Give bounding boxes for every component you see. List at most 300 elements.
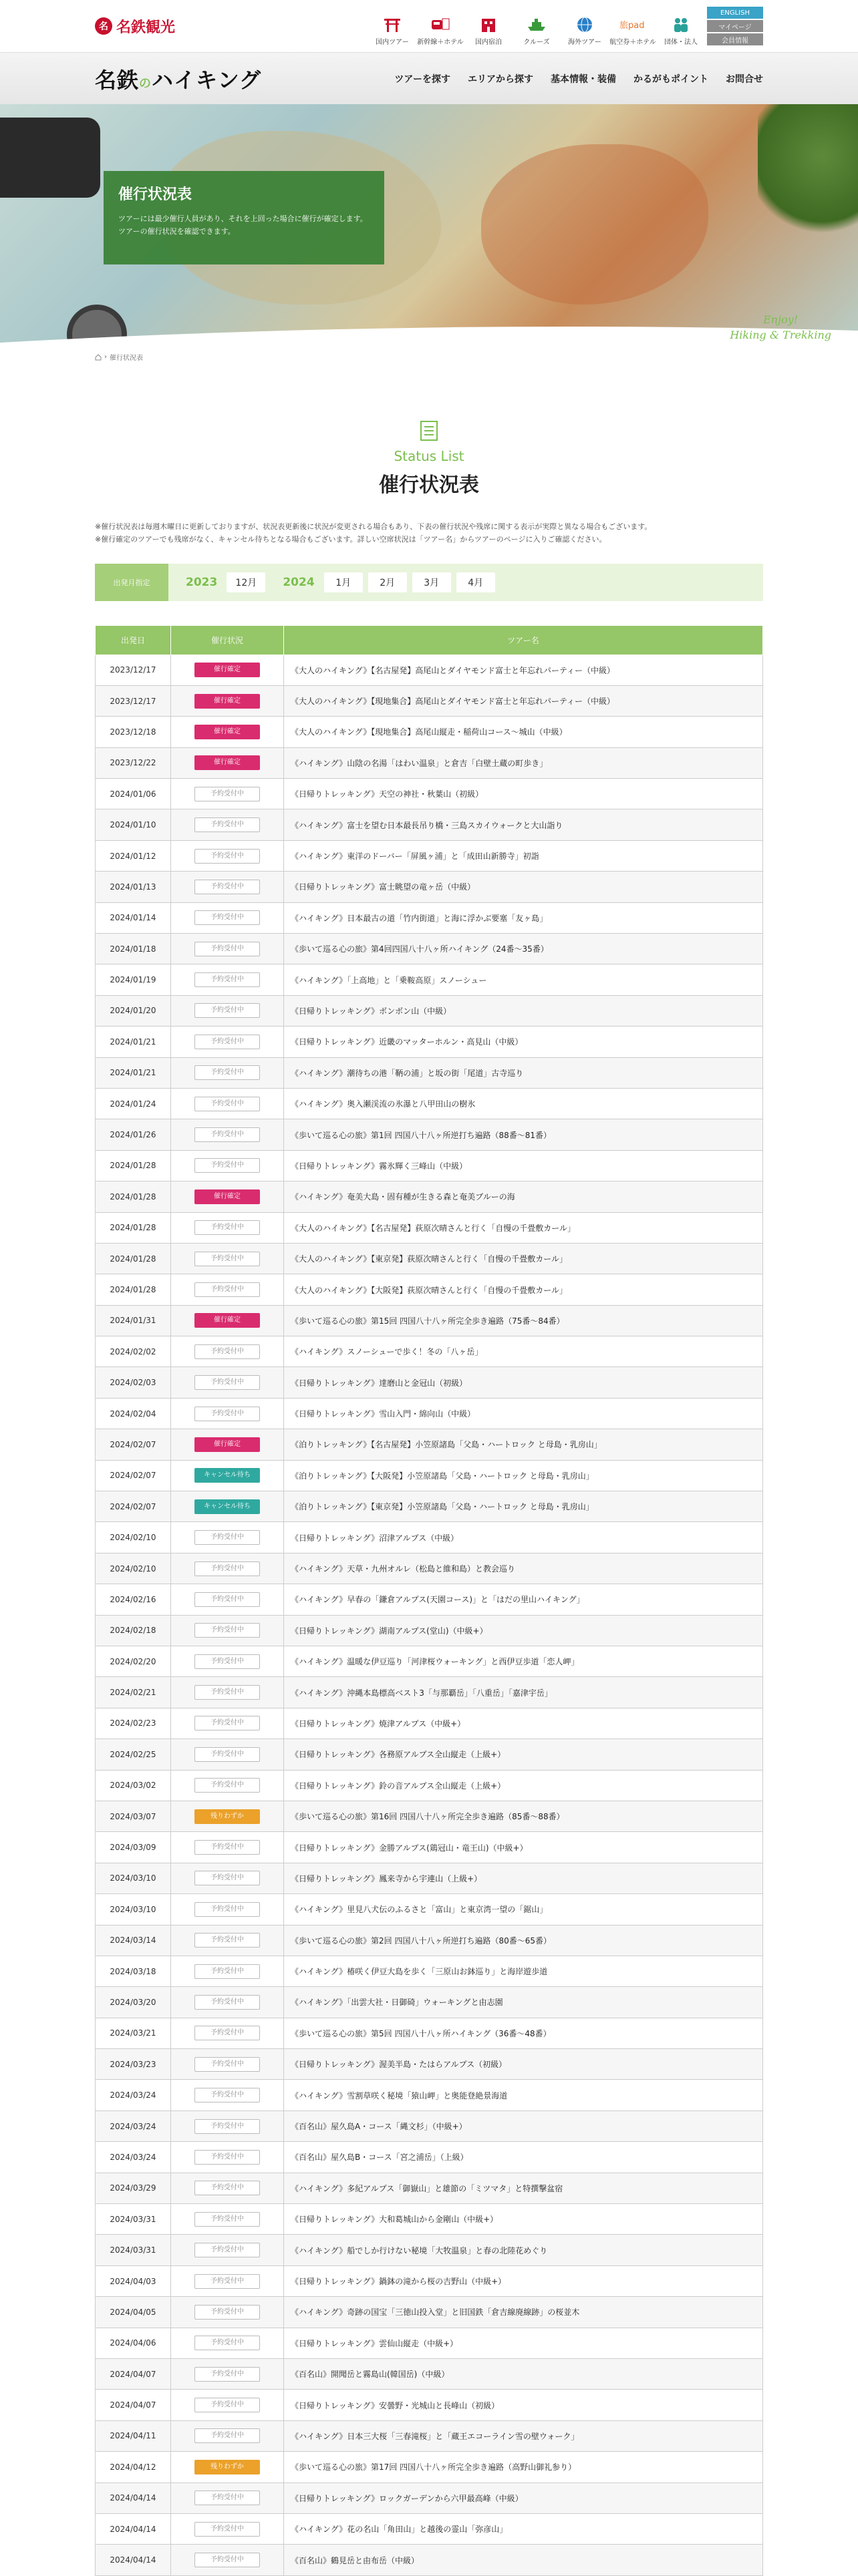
tour-name-link[interactable]: 《日帰りトレッキング》鍋鉢の滝から桜の吉野山（中級+） xyxy=(284,2265,763,2296)
status-badge: 予約受付中 xyxy=(194,2428,260,2443)
tour-name-link[interactable]: 《日帰りトレッキング》鳳来寺から宇連山（上級+） xyxy=(284,1863,763,1893)
tour-name-link[interactable]: 《ハイキング》東洋のドーバー「屏風ヶ浦」と「成田山新勝寺」初詣 xyxy=(284,840,763,871)
tour-name-link[interactable]: 《歩いて巡る心の旅》第1回 四国八十八ヶ所逆打ち遍路（88番〜81番） xyxy=(284,1119,763,1150)
tour-name-link[interactable]: 《歩いて巡る心の旅》第16回 四国八十八ヶ所完全歩き遍路（85番〜88番） xyxy=(284,1801,763,1831)
status-badge: 予約受付中 xyxy=(194,1530,260,1545)
tour-name-link[interactable]: 《百名山》屋久島B・コース「宮之浦岳」（上級） xyxy=(284,2142,763,2173)
status-badge: 予約受付中 xyxy=(194,2274,260,2289)
status-badge: 予約受付中 xyxy=(194,1623,260,1638)
tour-name-link[interactable]: 《日帰りトレッキング》湖南アルプス(堂山)（中級+） xyxy=(284,1615,763,1646)
tour-name-link[interactable]: 《日帰りトレッキング》安曇野・光城山と長峰山（初級） xyxy=(284,2390,763,2420)
status-cell xyxy=(171,1057,284,1088)
table-row xyxy=(96,1739,763,1770)
tour-name-link[interactable]: 《ハイキング》「出雲大社・日御碕」ウォーキングと由志園 xyxy=(284,1987,763,2018)
category-globe[interactable] xyxy=(565,16,604,46)
table-row xyxy=(96,1429,763,1460)
global-nav xyxy=(394,72,763,85)
departure-date: 2024/03/09 xyxy=(96,1832,171,1863)
status-badge: 予約受付中 xyxy=(194,1840,260,1855)
departure-date: 2024/01/24 xyxy=(96,1088,171,1119)
status-badge: キャンセル待ち xyxy=(194,1499,260,1514)
ship-icon xyxy=(527,16,547,33)
status-cell xyxy=(171,1770,284,1801)
status-cell xyxy=(171,2545,284,2575)
table-row xyxy=(96,2513,763,2544)
note-1: ※催行状況表は毎週木曜日に更新しておりますが、状況表更新後に状況が変更される場合もあり、下表の催行状況や残席に関する表示が実際と異なる場合もございます。 xyxy=(95,522,652,531)
departure-date: 2024/03/10 xyxy=(96,1894,171,1925)
tour-name-link[interactable]: 《ハイキング》スノーシューで歩く！冬の「八ヶ岳」 xyxy=(284,1336,763,1367)
table-row xyxy=(96,809,763,840)
departure-date: 2024/04/14 xyxy=(96,2545,171,2575)
tour-name-link[interactable]: 《泊りトレッキング》【東京発】小笠原諸島「父島・ハートロック と母島・乳房山」 xyxy=(284,1491,763,1522)
status-badge: 予約受付中 xyxy=(194,2305,260,2320)
departure-date: 2024/01/28 xyxy=(96,1181,171,1212)
tour-name-link[interactable]: 《大人のハイキング》【名古屋発】高尾山とダイヤモンド富士と年忘れパーティー（中級） xyxy=(284,655,763,685)
gnav-basics[interactable]: 基本情報・装備 xyxy=(551,74,616,85)
tour-name-link[interactable]: 《泊りトレッキング》【名古屋発】小笠原諸島「父島・ハートロック と母島・乳房山」 xyxy=(284,1429,763,1460)
status-cell xyxy=(171,1491,284,1522)
table-row xyxy=(96,1243,763,1274)
departure-date: 2024/02/10 xyxy=(96,1553,171,1584)
departure-date: 2023/12/22 xyxy=(96,747,171,778)
table-row xyxy=(96,1398,763,1429)
year-2024: 2024 xyxy=(283,575,315,589)
departure-date: 2024/03/20 xyxy=(96,1987,171,2018)
table-row xyxy=(96,1460,763,1491)
departure-date: 2024/03/21 xyxy=(96,2018,171,2048)
departure-date: 2024/01/28 xyxy=(96,1274,171,1305)
table-row xyxy=(96,1832,763,1863)
status-badge: 予約受付中 xyxy=(194,1716,260,1730)
tour-name-link[interactable]: 《日帰りトレッキング》各務原アルプス全山縦走（上級+） xyxy=(284,1739,763,1770)
departure-date: 2024/01/10 xyxy=(96,809,171,840)
table-row xyxy=(96,2328,763,2358)
plant-image xyxy=(758,104,858,244)
status-cell xyxy=(171,1646,284,1677)
tour-name-link[interactable]: 《日帰りトレッキング》鈴の音アルプス全山縦走（上級+） xyxy=(284,1770,763,1801)
tour-name-link[interactable]: 《日帰りトレッキング》近畿のマッターホルン・高見山（中級） xyxy=(284,1027,763,1057)
category-ship[interactable] xyxy=(517,16,556,46)
status-badge: 予約受付中 xyxy=(194,1747,260,1762)
tour-name-link[interactable]: 《日帰りトレッキング》大和葛城山から金剛山（中級+） xyxy=(284,2204,763,2235)
enjoy-line1: Enjoy! xyxy=(763,313,799,327)
departure-date: 2024/03/10 xyxy=(96,1863,171,1893)
status-badge: 催行確定 xyxy=(194,663,260,677)
group-icon xyxy=(671,16,691,33)
table-row xyxy=(96,1584,763,1615)
category-hotel[interactable] xyxy=(469,16,508,46)
status-cell xyxy=(171,840,284,871)
status-badge: 予約受付中 xyxy=(194,1375,260,1390)
shinkansen-icon xyxy=(430,16,450,33)
heading-en: Status List xyxy=(394,448,464,464)
hotel-icon xyxy=(478,16,498,33)
status-badge: 予約受付中 xyxy=(194,1933,260,1948)
departure-date: 2023/12/17 xyxy=(96,685,171,716)
tour-name-link[interactable]: 《日帰りトレッキング》雪山入門・綿向山（中級） xyxy=(284,1398,763,1429)
table-row xyxy=(96,2110,763,2141)
departure-date: 2024/02/02 xyxy=(96,1336,171,1367)
status-cell xyxy=(171,809,284,840)
tour-name-link[interactable]: 《百名山》鶴見岳と由布岳（中級） xyxy=(284,2545,763,2575)
status-badge: 予約受付中 xyxy=(194,2057,260,2072)
departure-date: 2024/03/23 xyxy=(96,2049,171,2080)
tour-name-link[interactable]: 《ハイキング》「上高地」と「乗鞍高原」スノーシュー xyxy=(284,964,763,995)
table-row xyxy=(96,934,763,964)
camera-image xyxy=(0,118,100,198)
status-badge: 予約受付中 xyxy=(194,972,260,987)
table-row xyxy=(96,1863,763,1893)
departure-date: 2024/01/31 xyxy=(96,1305,171,1336)
status-badge: 予約受付中 xyxy=(194,1252,260,1266)
departure-date: 2024/04/14 xyxy=(96,2513,171,2544)
category-label: クルーズ xyxy=(523,39,550,46)
tour-name-link[interactable]: 《ハイキング》花の名山「角田山」と越後の霊山「弥彦山」 xyxy=(284,2513,763,2544)
status-cell xyxy=(171,1863,284,1893)
gnav-points[interactable]: かるがもポイント xyxy=(633,74,708,85)
departure-date: 2024/04/07 xyxy=(96,2390,171,2420)
site-logo[interactable] xyxy=(95,63,261,94)
departure-date: 2024/02/10 xyxy=(96,1522,171,1553)
hero-text: ツアーには最少催行人員があり、それを上回った場合に催行が確定します。ツアーの催行状況を確認できます。 xyxy=(118,214,368,236)
departure-date: 2024/02/16 xyxy=(96,1584,171,1615)
status-badge: 予約受付中 xyxy=(194,1592,260,1607)
status-cell xyxy=(171,1553,284,1584)
meitetsu-logo[interactable] xyxy=(95,16,175,37)
departure-date: 2023/12/17 xyxy=(96,655,171,685)
month-button-2024-01[interactable]: 1月 xyxy=(324,572,363,592)
hero-title: 催行状況表 xyxy=(118,186,192,203)
tour-name-link[interactable]: 《日帰りトレッキング》富士眺望の竜ヶ岳（中級） xyxy=(284,872,763,902)
table-row xyxy=(96,1770,763,1801)
status-cell xyxy=(171,2142,284,2173)
tour-name-link[interactable]: 《日帰りトレッキング》天空の神社・秋葉山（初級） xyxy=(284,779,763,809)
brand-name: 名鉄観光 xyxy=(116,19,176,36)
status-badge: 予約受付中 xyxy=(194,1065,260,1080)
tour-name-link[interactable]: 《歩いて巡る心の旅》第2回 四国八十八ヶ所逆打ち遍路（80番〜65番） xyxy=(284,1925,763,1956)
departure-date: 2024/01/18 xyxy=(96,934,171,964)
table-row xyxy=(96,1677,763,1708)
status-cell xyxy=(171,1894,284,1925)
table-row xyxy=(96,1181,763,1212)
tour-name-link[interactable]: 《ハイキング》奥入瀬渓流の氷瀑と八甲田山の樹氷 xyxy=(284,1088,763,1119)
status-badge: 催行確定 xyxy=(194,755,260,770)
status-badge: 予約受付中 xyxy=(194,849,260,864)
departure-date: 2024/04/05 xyxy=(96,2297,171,2328)
departure-date: 2024/01/20 xyxy=(96,995,171,1026)
category-label: 航空券＋ホテル xyxy=(609,39,656,46)
table-row xyxy=(96,1894,763,1925)
month-button-2024-02[interactable]: 2月 xyxy=(368,572,407,592)
status-cell xyxy=(171,872,284,902)
status-cell xyxy=(171,1925,284,1956)
status-cell xyxy=(171,1398,284,1429)
page-heading xyxy=(95,367,763,498)
departure-date: 2024/04/12 xyxy=(96,2452,171,2482)
status-cell xyxy=(171,1677,284,1708)
table-row xyxy=(96,2297,763,2328)
departure-date: 2024/02/21 xyxy=(96,1677,171,1708)
table-row xyxy=(96,685,763,716)
departure-date: 2024/04/06 xyxy=(96,2328,171,2358)
status-cell xyxy=(171,964,284,995)
status-badge: 予約受付中 xyxy=(194,2398,260,2412)
th-date: 出発日 xyxy=(96,625,171,655)
tour-name-link[interactable]: 《ハイキング》温暖な伊豆巡り「河津桜ウォーキング」と西伊豆歩道「恋人岬」 xyxy=(284,1646,763,1677)
tour-name-link[interactable]: 《日帰りトレッキング》ロックガーデンから六甲最高峰（中級） xyxy=(284,2482,763,2513)
category-tabipad[interactable] xyxy=(609,16,656,46)
meitetsu-mark: 名 xyxy=(95,17,112,35)
category-shinkansen[interactable] xyxy=(417,16,464,46)
tour-name-link[interactable]: 《ハイキング》富士を望む日本最長吊り橋・三島スカイウォークと大山詣り xyxy=(284,809,763,840)
status-badge: 予約受付中 xyxy=(194,2522,260,2537)
tour-name-link[interactable]: 《ハイキング》里見八犬伝のふるさと「富山」と東京湾一望の「鋸山」 xyxy=(284,1894,763,1925)
tour-name-link[interactable]: 《日帰りトレッキング》渥美半島・たはらアルプス（初級） xyxy=(284,2049,763,2080)
tour-name-link[interactable]: 《歩いて巡る心の旅》第5回 四国八十八ヶ所ハイキング（36番〜48番） xyxy=(284,2018,763,2048)
category-label: 新幹線＋ホテル xyxy=(417,39,464,46)
tour-name-link[interactable]: 《日帰りトレッキング》焼津アルプス（中級+） xyxy=(284,1708,763,1738)
month-button-2023-12[interactable]: 12月 xyxy=(227,572,265,592)
status-badge: 予約受付中 xyxy=(194,2181,260,2195)
status-cell xyxy=(171,2080,284,2110)
gnav-area[interactable]: エリアから探す xyxy=(468,74,533,85)
status-cell xyxy=(171,2482,284,2513)
departure-date: 2024/03/18 xyxy=(96,1956,171,1986)
departure-date: 2024/03/31 xyxy=(96,2235,171,2265)
table-row xyxy=(96,1925,763,1956)
enjoy-line2: Hiking & Trekking xyxy=(730,328,831,341)
tour-name-link[interactable]: 《歩いて巡る心の旅》第4回四国八十八ヶ所ハイキング（24番〜35番） xyxy=(284,934,763,964)
svg-text:旅pad: 旅pad xyxy=(619,21,645,31)
status-badge: キャンセル待ち xyxy=(194,1468,260,1483)
status-cell xyxy=(171,1243,284,1274)
gnav-contact[interactable]: お問合せ xyxy=(726,74,763,85)
site-logo-b: ハイキング xyxy=(152,67,262,93)
status-cell xyxy=(171,1212,284,1243)
table-row xyxy=(96,2420,763,2451)
table-row xyxy=(96,747,763,778)
tour-name-link[interactable]: 《ハイキング》日本三大桜「三春滝桜」と「蔵王エコーライン雪の壁ウォーク」 xyxy=(284,2420,763,2451)
month-filter xyxy=(95,564,763,601)
hero-textbox xyxy=(104,171,384,264)
tour-name-link[interactable]: 《ハイキング》天草・九州オルレ（松島と維和島）と教会巡り xyxy=(284,1553,763,1584)
tour-name-link[interactable]: 《ハイキング》船でしか行けない秘境「大牧温泉」と春の北陸花めぐり xyxy=(284,2235,763,2265)
hero-map-shape xyxy=(481,144,708,305)
tour-name-link[interactable]: 《大人のハイキング》【現地集合】高尾山とダイヤモンド富士と年忘れパーティー（中級） xyxy=(284,685,763,716)
status-cell xyxy=(171,1460,284,1491)
status-cell xyxy=(171,2420,284,2451)
table-row xyxy=(96,2173,763,2203)
status-cell xyxy=(171,2390,284,2420)
tour-name-link[interactable]: 《日帰りトレッキング》霧氷輝く三峰山（中級） xyxy=(284,1150,763,1181)
status-badge: 予約受付中 xyxy=(194,2026,260,2040)
chevron-right-icon: › xyxy=(104,353,107,361)
torii-icon xyxy=(382,16,402,33)
departure-date: 2024/03/07 xyxy=(96,1801,171,1831)
tour-name-link[interactable]: 《大人のハイキング》【名古屋発】荻原次晴さんと行く「自慢の千畳敷カール」 xyxy=(284,1212,763,1243)
table-row xyxy=(96,2204,763,2235)
account-button[interactable]: 会員情報 xyxy=(707,33,763,45)
category-nav xyxy=(373,6,700,46)
status-badge: 予約受付中 xyxy=(194,2150,260,2165)
status-cell xyxy=(171,2513,284,2544)
tour-name-link[interactable]: 《ハイキング》沖縄本島標高ベスト3「与那覇岳」「八重岳」「嘉津宇岳」 xyxy=(284,1677,763,1708)
tour-name-link[interactable]: 《ハイキング》多紀アルプス「御嶽山」と雄節の「ミツマタ」と特撰撃盆宿 xyxy=(284,2173,763,2203)
tour-name-link[interactable]: 《大人のハイキング》【東京発】荻原次晴さんと行く「自慢の千畳敷カール」 xyxy=(284,1243,763,1274)
category-label: 国内宿泊 xyxy=(475,39,502,46)
table-row xyxy=(96,840,763,871)
departure-date: 2024/03/24 xyxy=(96,2142,171,2173)
table-row xyxy=(96,1801,763,1831)
tour-name-link[interactable]: 《日帰りトレッキング》雲仙山縦走（中級+） xyxy=(284,2328,763,2358)
departure-date: 2024/03/31 xyxy=(96,2204,171,2235)
table-row xyxy=(96,1522,763,1553)
enjoy-hiking-mark xyxy=(730,313,831,343)
status-cell xyxy=(171,655,284,685)
hero-banner xyxy=(0,104,858,349)
table-row xyxy=(96,2049,763,2080)
tour-name-link[interactable]: 《日帰りトレッキング》達磨山と金冠山（初級） xyxy=(284,1367,763,1398)
status-cell xyxy=(171,2235,284,2265)
category-group[interactable] xyxy=(662,16,700,46)
tour-name-link[interactable]: 《ハイキング》椿咲く伊豆大島を歩く「三原山お鉢巡り」と海岸遊歩道 xyxy=(284,1956,763,1986)
departure-date: 2024/01/12 xyxy=(96,840,171,871)
table-row xyxy=(96,964,763,995)
tour-name-link[interactable]: 《泊りトレッキング》【大阪発】小笠原諸島「父島・ハートロック と母島・乳房山」 xyxy=(284,1460,763,1491)
category-label: 海外ツアー xyxy=(568,39,601,46)
status-cell xyxy=(171,717,284,747)
tour-name-link[interactable]: 《ハイキング》奄美大島・固有種が生きる森と奄美ブルーの海 xyxy=(284,1181,763,1212)
departure-date: 2024/02/07 xyxy=(96,1429,171,1460)
tour-name-link[interactable]: 《ハイキング》雪割草咲く秘境「猿山岬」と奥能登絶景海道 xyxy=(284,2080,763,2110)
status-cell xyxy=(171,902,284,933)
category-label: 団体・法人 xyxy=(664,39,698,46)
table-row xyxy=(96,1956,763,1986)
status-badge: 予約受付中 xyxy=(194,1964,260,1979)
tour-name-link[interactable]: 《大人のハイキング》【大阪発】荻原次晴さんと行く「自慢の千畳敷カール」 xyxy=(284,1274,763,1305)
tour-name-link[interactable]: 《歩いて巡る心の旅》第17回 四国八十八ヶ所完全歩き遍路（高野山御礼参り） xyxy=(284,2452,763,2482)
status-badge: 予約受付中 xyxy=(194,787,260,801)
tabipad-icon xyxy=(619,16,646,33)
english-button[interactable]: ENGLISH xyxy=(707,7,763,19)
status-badge: 予約受付中 xyxy=(194,1871,260,1885)
gnav-search-tours[interactable]: ツアーを探す xyxy=(394,74,450,85)
departure-date: 2024/01/19 xyxy=(96,964,171,995)
tour-name-link[interactable]: 《ハイキング》早春の「鎌倉アルプス(天園コース)」と「はだの里山ハイキング」 xyxy=(284,1584,763,1615)
status-cell xyxy=(171,2049,284,2080)
month-button-2024-04[interactable]: 4月 xyxy=(456,572,495,592)
status-cell xyxy=(171,1615,284,1646)
departure-date: 2024/01/14 xyxy=(96,902,171,933)
status-cell xyxy=(171,2110,284,2141)
category-label: 国内ツアー xyxy=(376,39,409,46)
year-2023: 2023 xyxy=(186,575,218,589)
table-row xyxy=(96,779,763,809)
tour-name-link[interactable]: 《百名山》開聞岳と霧島山(韓国岳)（中級） xyxy=(284,2358,763,2389)
tour-name-link[interactable]: 《日帰りトレッキング》沼津アルプス（中級） xyxy=(284,1522,763,1553)
departure-date: 2024/02/23 xyxy=(96,1708,171,1738)
note-2: ※催行確定のツアーでも残席がなく、キャンセル待ちとなる場合もございます。詳しい空席状況は「ツアー名」からツアーのページに入りご確認ください。 xyxy=(95,535,607,544)
tour-name-link[interactable]: 《ハイキング》山陰の名湯「はわい温泉」と倉吉「白壁土蔵の町歩き」 xyxy=(284,747,763,778)
th-tour: ツアー名 xyxy=(284,625,763,655)
site-logo-a: 名鉄 xyxy=(95,67,140,93)
status-badge: 予約受付中 xyxy=(194,2336,260,2350)
breadcrumb xyxy=(0,349,858,367)
tour-name-link[interactable]: 《ハイキング》日本最古の道「竹内街道」と海に浮かぶ要塞「友ヶ島」 xyxy=(284,902,763,933)
status-badge: 予約受付中 xyxy=(194,2243,260,2257)
status-cell xyxy=(171,1739,284,1770)
departure-date: 2023/12/18 xyxy=(96,717,171,747)
tour-name-link[interactable]: 《百名山》屋久島A・コース「縄文杉」（中級+） xyxy=(284,2110,763,2141)
month-button-2024-03[interactable]: 3月 xyxy=(412,572,451,592)
departure-date: 2024/02/18 xyxy=(96,1615,171,1646)
status-badge: 予約受付中 xyxy=(194,1097,260,1111)
table-row xyxy=(96,717,763,747)
table-row xyxy=(96,1553,763,1584)
status-badge: 予約受付中 xyxy=(194,2212,260,2227)
departure-date: 2024/02/03 xyxy=(96,1367,171,1398)
tour-name-link[interactable]: 《歩いて巡る心の旅》第15回 四国八十八ヶ所完全歩き遍路（75番〜84番） xyxy=(284,1305,763,1336)
status-badge: 残りわずか xyxy=(194,2460,260,2474)
status-badge: 予約受付中 xyxy=(194,1995,260,2010)
tour-name-link[interactable]: 《ハイキング》奇跡の国宝「三徳山投入堂」と旧国鉄「倉吉線廃線跡」の桜並木 xyxy=(284,2297,763,2328)
status-cell xyxy=(171,747,284,778)
status-badge: 催行確定 xyxy=(194,1313,260,1328)
main-content xyxy=(95,367,763,2576)
table-row xyxy=(96,1274,763,1305)
status-cell xyxy=(171,1088,284,1119)
status-badge: 催行確定 xyxy=(194,694,260,709)
departure-date: 2024/02/07 xyxy=(96,1460,171,1491)
table-row xyxy=(96,2142,763,2173)
departure-date: 2024/01/21 xyxy=(96,1027,171,1057)
status-badge: 予約受付中 xyxy=(194,1778,260,1793)
status-badge: 予約受付中 xyxy=(194,1035,260,1049)
status-badge: 予約受付中 xyxy=(194,1902,260,1917)
tour-name-link[interactable]: 《大人のハイキング》【現地集合】高尾山縦走・稲荷山コース〜城山（中級） xyxy=(284,717,763,747)
departure-date: 2024/04/03 xyxy=(96,2265,171,2296)
home-icon[interactable] xyxy=(95,354,102,361)
table-row xyxy=(96,2080,763,2110)
table-row xyxy=(96,872,763,902)
status-cell xyxy=(171,2358,284,2389)
tour-name-link[interactable]: 《日帰りトレッキング》ボンボン山（中級） xyxy=(284,995,763,1026)
tour-name-link[interactable]: 《ハイキング》潮待ちの港「鞆の浦」と坂の街「尾道」古寺巡り xyxy=(284,1057,763,1088)
status-cell xyxy=(171,1274,284,1305)
table-row xyxy=(96,2018,763,2048)
tour-name-link[interactable]: 《日帰りトレッキング》金勝アルプス(鶏冠山・竜王山)（中級+） xyxy=(284,1832,763,1863)
status-badge: 予約受付中 xyxy=(194,2088,260,2102)
status-badge: 予約受付中 xyxy=(194,880,260,894)
status-badge: 予約受付中 xyxy=(194,942,260,956)
departure-date: 2024/01/21 xyxy=(96,1057,171,1088)
status-badge: 予約受付中 xyxy=(194,1127,260,1142)
heading-ja: 催行状況表 xyxy=(379,474,479,497)
status-badge: 予約受付中 xyxy=(194,1220,260,1235)
status-badge: 予約受付中 xyxy=(194,1654,260,1669)
departure-date: 2024/01/28 xyxy=(96,1243,171,1274)
departure-date: 2024/04/14 xyxy=(96,2482,171,2513)
status-cell xyxy=(171,2328,284,2358)
top-bar xyxy=(0,0,858,52)
departure-date: 2024/04/11 xyxy=(96,2420,171,2451)
category-torii[interactable] xyxy=(373,16,412,46)
table-row xyxy=(96,1088,763,1119)
table-row xyxy=(96,2545,763,2575)
status-badge: 予約受付中 xyxy=(194,1407,260,1421)
mypage-button[interactable]: マイページ xyxy=(707,20,763,32)
status-cell xyxy=(171,934,284,964)
